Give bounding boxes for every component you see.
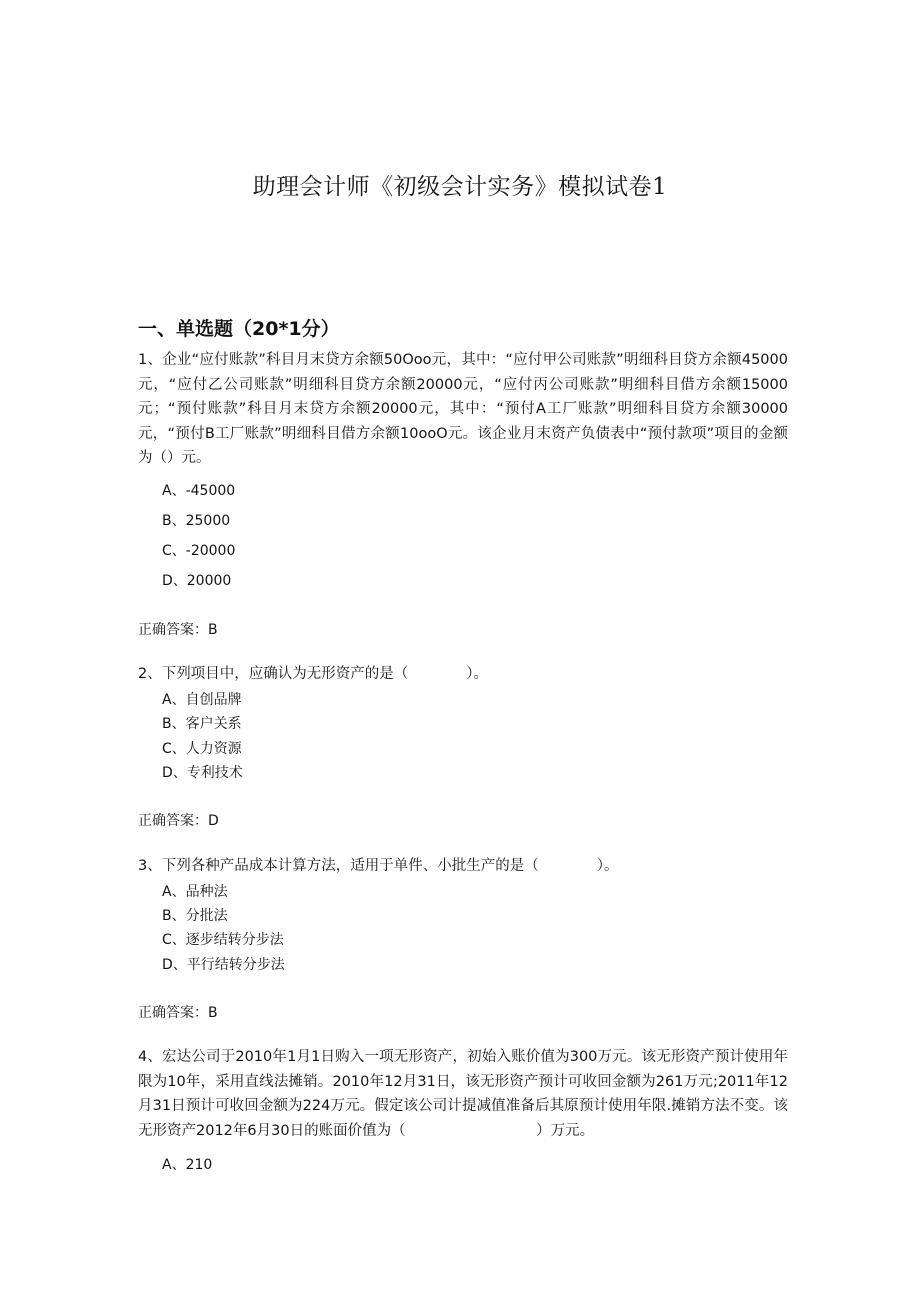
question-4-option-a: A、210 <box>162 1157 213 1173</box>
question-2-option-b: B、客户关系 <box>162 716 242 732</box>
question-1-option-a: A、-45000 <box>162 483 236 499</box>
question-2-option-c: C、人力资源 <box>162 741 242 757</box>
question-1-answer: 正确答案：B <box>138 622 218 638</box>
question-2-option-a: A、自创品牌 <box>162 692 242 708</box>
question-3-option-c: C、逐步结转分步法 <box>162 932 284 948</box>
question-2-answer: 正确答案：D <box>138 813 219 829</box>
question-2-option-d: D、专利技术 <box>162 765 243 781</box>
question-1-option-b: B、25000 <box>162 513 231 529</box>
question-3-answer: 正确答案：B <box>138 1005 218 1021</box>
question-1-option-d: D、20000 <box>162 573 232 589</box>
question-1-option-c: C、-20000 <box>162 543 236 559</box>
question-2-stem: 2、下列项目中，应确认为无形资产的是（ ）。 <box>138 666 488 682</box>
question-3-option-d: D、平行结转分步法 <box>162 957 285 973</box>
question-3-option-a: A、品种法 <box>162 884 228 900</box>
document-title: 助理会计师《初级会计实务》模拟试卷1 <box>252 174 668 200</box>
question-4-stem: 4、宏达公司于2010年1月1日购入一项无形资产，初始入账价值为300万元。该无形资产预计使用年限为10年，采用直线法摊销。2010年12月31日，该无形资产预计可收回金额为261万元;2011年12月31日预计可收回金额为224万元。假定该公司计提减值准备后其原预计使用年限.摊销方法不变。该无形资产2012年6月30日的账面价值为（ ）万元。 <box>138 1049 788 1139</box>
question-1-stem: 1、企业“应付账款”科目月末贷方余额50Ooo元，其中：“应付甲公司账款”明细科目贷方余额45000元，“应付乙公司账款”明细科目贷方余额20000元，“应付丙公司账款”明细科目借方余额15000元；“预付账款”科目月末贷方余额20000元，其中：“预付A工厂账款”明细科目贷方余额30000元，“预付B工厂账款”明细科目借方余额10ooO元。该企业月末资产负债表中“预付款项”项目的金额为（）元。 <box>138 352 788 466</box>
section-heading: 一、单选题（20*1分） <box>138 318 340 340</box>
question-3-stem: 3、下列各种产品成本计算方法，适用于单件、小批生产的是（ ）。 <box>138 858 619 874</box>
question-3-option-b: B、分批法 <box>162 908 228 924</box>
